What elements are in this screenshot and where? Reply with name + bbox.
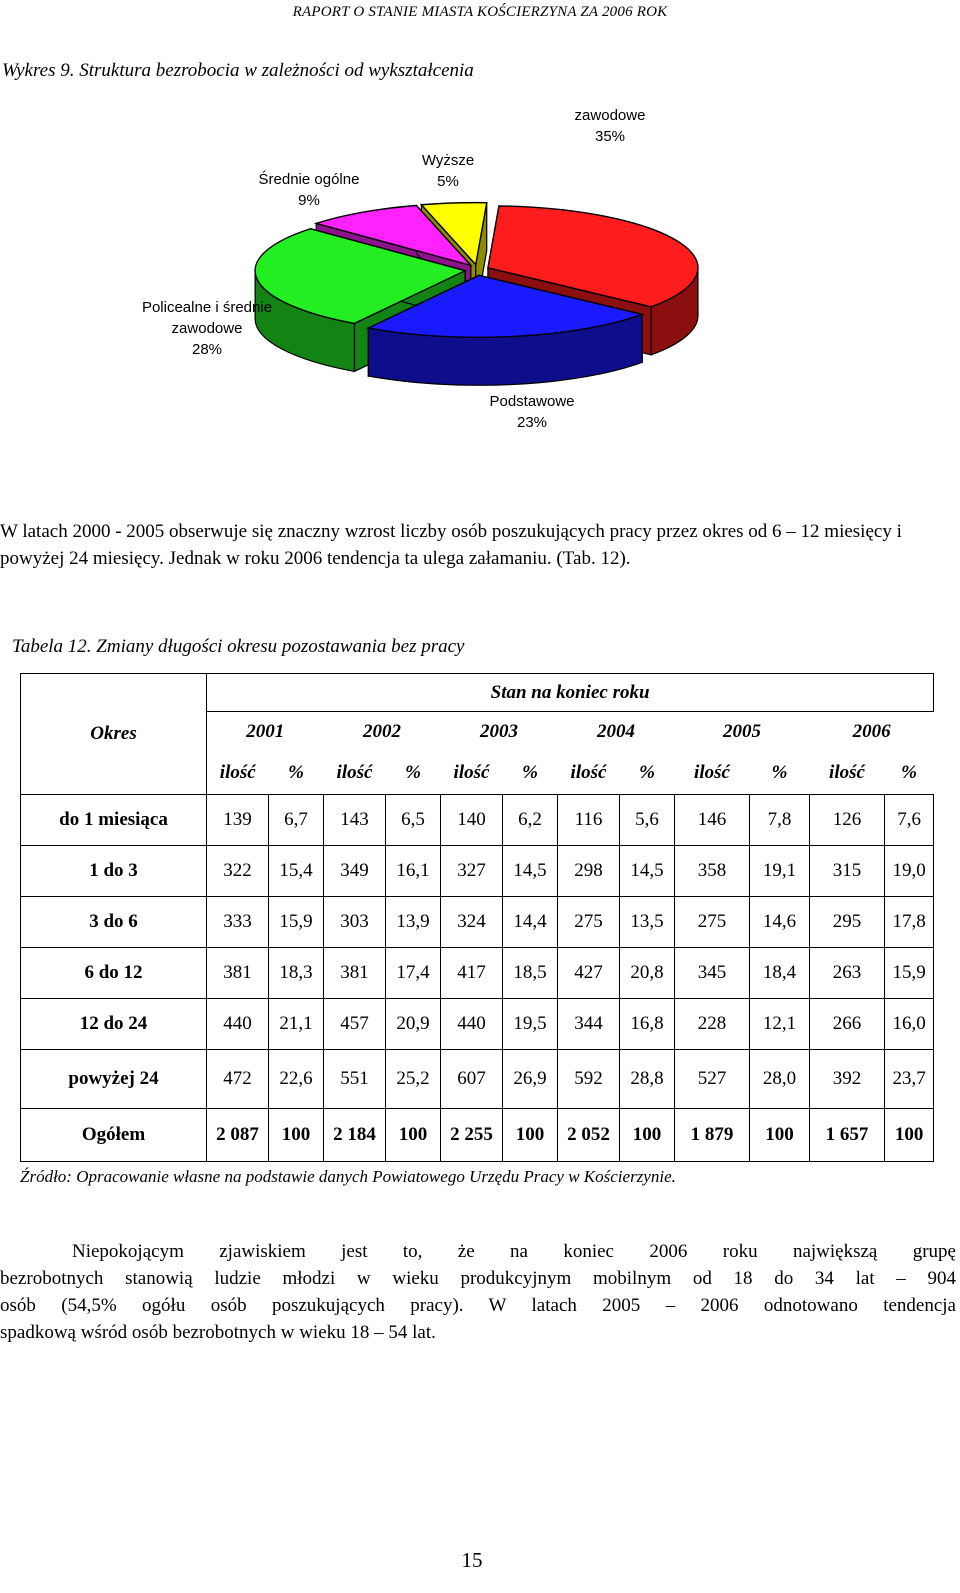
percent-cell: 25,2: [386, 1050, 441, 1109]
percent-cell: 100: [885, 1109, 934, 1162]
source-note: Źródło: Opracowanie własne na podstawie danych Powiatowego Urzędu Pracy w Kościerzynie.: [20, 1167, 676, 1186]
page-header: RAPORT O STANIE MIASTA KOŚCIERZYNA ZA 2006 ROK: [292, 4, 668, 20]
count-cell: 116: [558, 795, 620, 846]
percent-cell: 6,5: [386, 795, 441, 846]
count-cell: 315: [810, 846, 885, 897]
table-row: [21, 795, 934, 846]
count-cell: 266: [810, 999, 885, 1050]
percent-cell: 18,5: [503, 948, 558, 999]
count-cell: 1 879: [675, 1109, 750, 1162]
row-label: 1 do 3: [21, 846, 207, 897]
count-cell: 381: [324, 948, 386, 999]
paragraph2-line: spadkową wśród osób bezrobotnych w wieku 18 – 54 lat.: [0, 1322, 436, 1343]
count-cell: 146: [675, 795, 750, 846]
count-cell: 440: [207, 999, 269, 1050]
count-cell: 322: [207, 846, 269, 897]
count-cell: 298: [558, 846, 620, 897]
paragraph2-line: Niepokojącym zjawiskiem jest to, że na koniec 2006 roku największą grupę: [72, 1241, 956, 1262]
slice-label: Średnie ogólne 9%: [258, 171, 360, 209]
percent-cell: 100: [503, 1109, 558, 1162]
count-cell: 333: [207, 897, 269, 948]
percent-cell: 18,3: [269, 948, 324, 999]
percent-cell: 12,1: [750, 999, 810, 1050]
table-row: [21, 1050, 934, 1109]
percent-cell: 26,9: [503, 1050, 558, 1109]
okres-header: Okres: [21, 674, 207, 795]
page-number: 15: [461, 1548, 483, 1572]
count-cell: 392: [810, 1050, 885, 1109]
count-cell: 358: [675, 846, 750, 897]
count-cell: 349: [324, 846, 386, 897]
count-cell: 263: [810, 948, 885, 999]
count-cell: 139: [207, 795, 269, 846]
count-subheader: ilość: [558, 752, 620, 795]
chart-caption: Wykres 9. Struktura bezrobocia w zależności od wykształcenia: [2, 60, 474, 81]
slice-label: Policealne i średnie zawodowe 28%: [141, 299, 273, 358]
count-subheader: ilość: [810, 752, 885, 795]
year-header: 2006: [810, 712, 934, 753]
percent-subheader: %: [386, 752, 441, 795]
paragraph-unemployment-trend: W latach 2000 - 2005 obserwuje się znaczny wzrost liczby osób poszukujących pracy przez okres od 6 – 12 miesięcy i powyżej 24 miesięcy. Jednak w roku 2006 tendencja ta ulega załamaniu. (Tab. 12).: [0, 521, 902, 569]
percent-cell: 17,8: [885, 897, 934, 948]
count-subheader: ilość: [441, 752, 503, 795]
percent-cell: 13,9: [386, 897, 441, 948]
row-label: 12 do 24: [21, 999, 207, 1050]
table-row: [21, 1109, 934, 1162]
count-cell: 1 657: [810, 1109, 885, 1162]
percent-cell: 16,1: [386, 846, 441, 897]
count-cell: 607: [441, 1050, 503, 1109]
count-cell: 2 052: [558, 1109, 620, 1162]
table-row: [21, 948, 934, 999]
count-cell: 2 184: [324, 1109, 386, 1162]
percent-cell: 15,9: [269, 897, 324, 948]
count-cell: 472: [207, 1050, 269, 1109]
percent-cell: 7,8: [750, 795, 810, 846]
count-cell: 327: [441, 846, 503, 897]
table-caption: Tabela 12. Zmiany długości okresu pozostawania bez pracy: [12, 636, 465, 657]
year-header: 2004: [558, 712, 675, 753]
count-cell: 295: [810, 897, 885, 948]
percent-cell: 100: [750, 1109, 810, 1162]
percent-cell: 15,9: [885, 948, 934, 999]
count-cell: 592: [558, 1050, 620, 1109]
percent-cell: 22,6: [269, 1050, 324, 1109]
percent-cell: 14,5: [620, 846, 675, 897]
count-cell: 440: [441, 999, 503, 1050]
count-cell: 457: [324, 999, 386, 1050]
count-cell: 345: [675, 948, 750, 999]
paragraph2-line: osób (54,5% ogółu osób poszukujących pracy). W latach 2005 – 2006 odnotowano tendencja: [0, 1295, 956, 1316]
percent-cell: 28,0: [750, 1050, 810, 1109]
year-header: 2005: [675, 712, 810, 753]
count-cell: 324: [441, 897, 503, 948]
percent-cell: 13,5: [620, 897, 675, 948]
percent-cell: 6,2: [503, 795, 558, 846]
row-label: 3 do 6: [21, 897, 207, 948]
percent-cell: 20,9: [386, 999, 441, 1050]
year-header: 2003: [441, 712, 558, 753]
percent-cell: 14,4: [503, 897, 558, 948]
percent-cell: 16,8: [620, 999, 675, 1050]
count-cell: 551: [324, 1050, 386, 1109]
count-cell: 228: [675, 999, 750, 1050]
percent-cell: 19,5: [503, 999, 558, 1050]
count-cell: 143: [324, 795, 386, 846]
slice-label: zawodowe 35%: [574, 107, 646, 145]
count-cell: 303: [324, 897, 386, 948]
slice-label: Podstawowe 23%: [489, 393, 575, 431]
percent-cell: 17,4: [386, 948, 441, 999]
percent-cell: 5,6: [620, 795, 675, 846]
pie-chart: [0, 100, 960, 450]
unemployment-duration-table: [20, 673, 934, 1162]
count-cell: 381: [207, 948, 269, 999]
percent-cell: 7,6: [885, 795, 934, 846]
table-row: [21, 846, 934, 897]
percent-cell: 18,4: [750, 948, 810, 999]
percent-cell: 6,7: [269, 795, 324, 846]
percent-cell: 14,5: [503, 846, 558, 897]
count-subheader: ilość: [207, 752, 269, 795]
row-label: Ogółem: [21, 1109, 207, 1162]
count-cell: 417: [441, 948, 503, 999]
count-cell: 2 087: [207, 1109, 269, 1162]
percent-cell: 14,6: [750, 897, 810, 948]
count-cell: 527: [675, 1050, 750, 1109]
count-cell: 140: [441, 795, 503, 846]
percent-subheader: %: [503, 752, 558, 795]
percent-cell: 16,0: [885, 999, 934, 1050]
year-header: 2002: [324, 712, 441, 753]
percent-cell: 15,4: [269, 846, 324, 897]
row-label: powyżej 24: [21, 1050, 207, 1109]
percent-cell: 100: [386, 1109, 441, 1162]
count-cell: 275: [675, 897, 750, 948]
slice-label: Wyższe 5%: [421, 152, 475, 190]
percent-cell: 23,7: [885, 1050, 934, 1109]
count-cell: 344: [558, 999, 620, 1050]
count-cell: 275: [558, 897, 620, 948]
percent-subheader: %: [620, 752, 675, 795]
count-cell: 427: [558, 948, 620, 999]
table-row: [21, 897, 934, 948]
percent-cell: 21,1: [269, 999, 324, 1050]
count-cell: 126: [810, 795, 885, 846]
percent-cell: 100: [620, 1109, 675, 1162]
percent-cell: 20,8: [620, 948, 675, 999]
row-label: do 1 miesiąca: [21, 795, 207, 846]
count-subheader: ilość: [675, 752, 750, 795]
count-cell: 2 255: [441, 1109, 503, 1162]
paragraph-young-unemployed: [0, 1238, 956, 1346]
percent-cell: 19,1: [750, 846, 810, 897]
percent-subheader: %: [750, 752, 810, 795]
table-row: [21, 999, 934, 1050]
percent-subheader: %: [885, 752, 934, 795]
count-subheader: ilość: [324, 752, 386, 795]
percent-subheader: %: [269, 752, 324, 795]
row-label: 6 do 12: [21, 948, 207, 999]
percent-cell: 100: [269, 1109, 324, 1162]
group-header: Stan na koniec roku: [207, 674, 934, 712]
percent-cell: 19,0: [885, 846, 934, 897]
percent-cell: 28,8: [620, 1050, 675, 1109]
paragraph2-line: bezrobotnych stanowią ludzie młodzi w wieku produkcyjnym mobilnym od 18 do 34 lat – 904: [0, 1268, 956, 1289]
year-header: 2001: [207, 712, 324, 753]
